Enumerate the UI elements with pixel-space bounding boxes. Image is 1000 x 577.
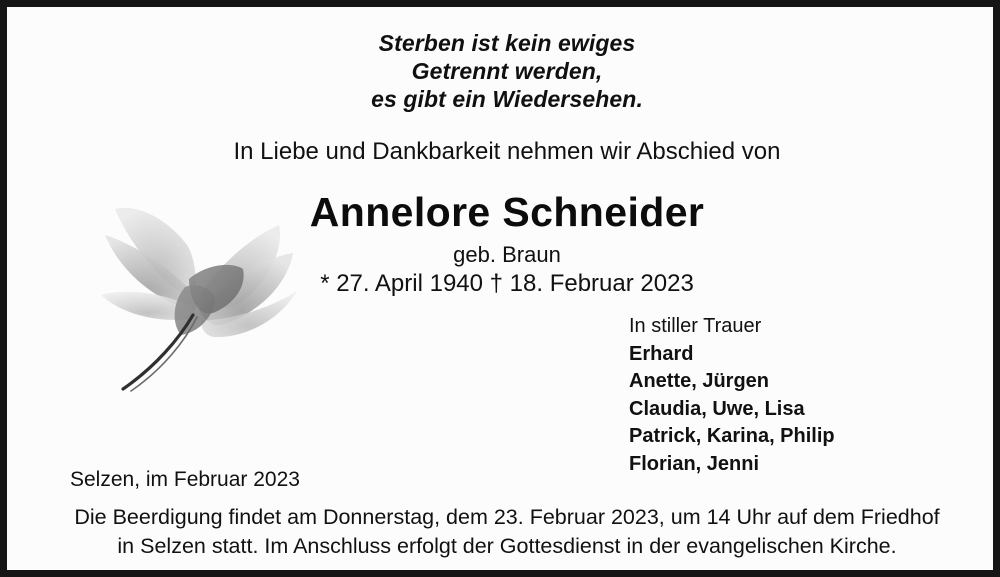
verse-line-3: es gibt ein Wiedersehen. <box>371 86 643 112</box>
place-and-date: Selzen, im Februar 2023 <box>70 468 300 491</box>
life-dates: * 27. April 1940 † 18. Februar 2023 <box>320 270 694 297</box>
deceased-name: Annelore Schneider <box>309 189 705 235</box>
intro-line: In Liebe und Dankbarkeit nehmen wir Abschied von <box>233 138 781 165</box>
ginkgo-leaf-icon <box>93 183 308 401</box>
maiden-name: geb. Braun <box>453 242 561 267</box>
mourners-block <box>629 313 835 478</box>
mourner-name: Florian, Jenni <box>629 452 760 475</box>
mourner-name: Patrick, Karina, Philip <box>629 425 835 447</box>
funeral-details <box>7 503 1000 561</box>
verse-line-1: Sterben ist kein ewiges <box>378 30 636 56</box>
mourner-name: Claudia, Uwe, Lisa <box>629 397 805 420</box>
funeral-line-2: in Selzen statt. Im Anschluss erfolgt der Gottesdienst in der evangelischen Kirche. <box>117 534 897 558</box>
verse-block <box>7 29 1000 113</box>
verse-line-2: Getrennt werden, <box>411 58 603 84</box>
mourner-name: Erhard <box>629 342 694 365</box>
mourner-name: Anette, Jürgen <box>629 370 770 392</box>
mourners-heading: In stiller Trauer <box>629 315 762 337</box>
notice-inner <box>7 7 993 570</box>
funeral-line-1: Die Beerdigung findet am Donnerstag, dem 23. Februar 2023, um 14 Uhr auf dem Friedhof <box>74 505 940 529</box>
